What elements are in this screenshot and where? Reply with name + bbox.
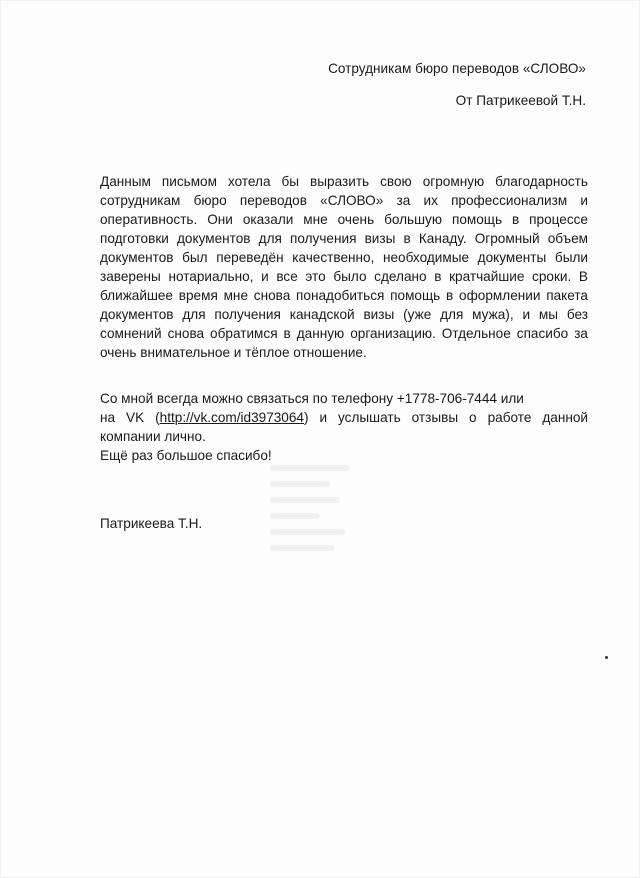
paragraph-line: сотрудникам бюро переводов «СЛОВО» за их профессионализм и	[100, 193, 588, 208]
paragraph-line: заверены нотариально, и все это было сделано в кратчайшие сроки. В	[100, 269, 588, 284]
paragraph-line: очень внимательное и тёплое отношение.	[100, 345, 367, 360]
vk-line	[100, 409, 588, 427]
paragraph-line: Данным письмом хотела бы выразить свою огромную благодарность	[100, 174, 588, 189]
paragraph-line: подготовки документов для получения визы в Канаду. Огромный объем	[100, 231, 588, 246]
sender-line: От Патрикеевой Т.Н.	[455, 93, 586, 108]
paragraph-line: документов был переведён качественно, необходимые документы были	[100, 250, 588, 265]
phone-line: Со мной всегда можно связаться по телефону +1778-706-7444 или	[100, 391, 524, 406]
signature-name: Патрикеева Т.Н.	[100, 516, 203, 531]
paragraph-line: ближайшее время мне снова понадобиться помощь в оформлении пакета	[100, 288, 588, 303]
paragraph-line: сомнений снова обратимся в данную организацию. Отдельное спасибо за	[100, 326, 588, 341]
thanks-line: Ещё раз большое спасибо!	[100, 448, 272, 463]
paragraph-line: документов для получения канадской визы (уже для мужа), и мы без	[100, 307, 588, 322]
vk-link[interactable]: http://vk.com/id3973064	[159, 410, 304, 425]
addressee-line: Сотрудникам бюро переводов «СЛОВО»	[328, 61, 586, 76]
vk-suffix: ) и услышать отзывы о работе данной	[304, 410, 588, 425]
vk-prefix: на VK (	[100, 410, 160, 425]
contact-line: компании лично.	[100, 429, 206, 444]
paragraph-line: оперативность. Они оказали мне очень большую помощь в процессе	[100, 212, 588, 227]
